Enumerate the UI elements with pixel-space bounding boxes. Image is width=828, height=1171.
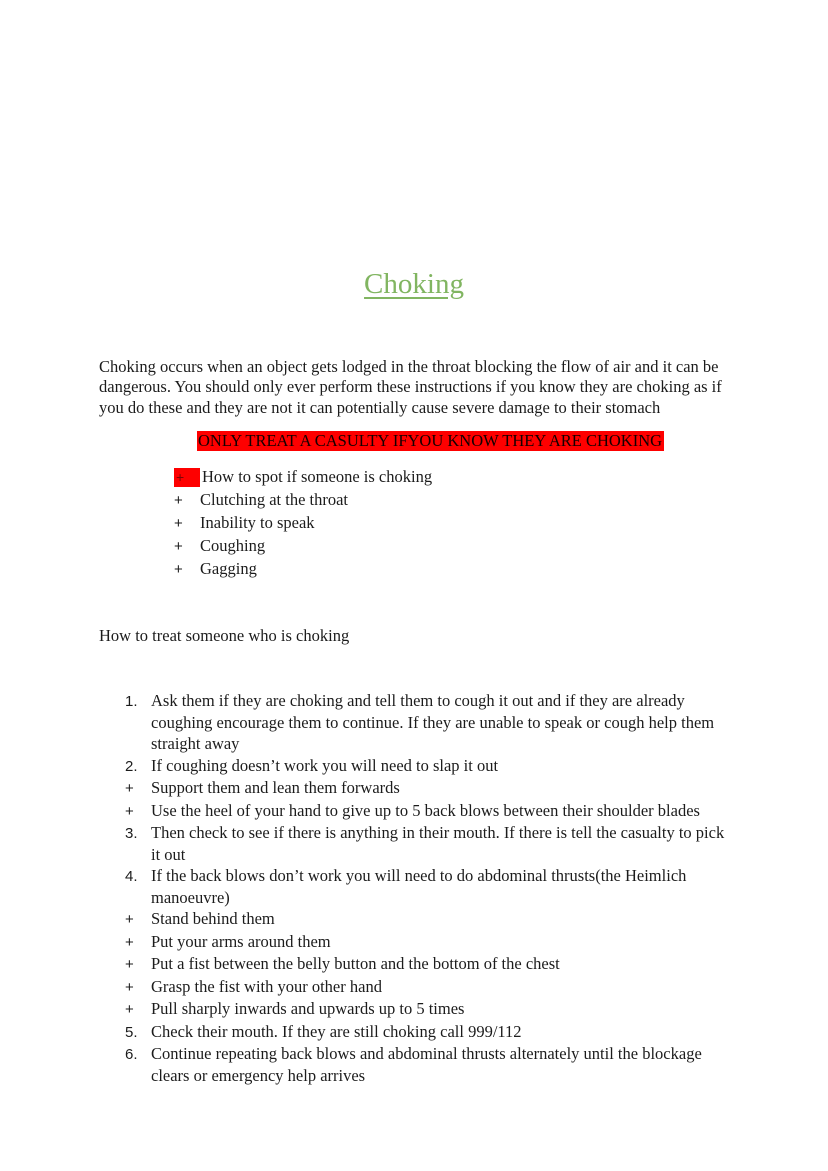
list-item bbox=[125, 1021, 828, 1044]
list-item bbox=[125, 865, 828, 908]
page-title-text: Choking bbox=[364, 268, 464, 300]
spot-heading-row bbox=[174, 466, 828, 488]
list-item-text: Gagging bbox=[200, 559, 257, 579]
treat-section bbox=[125, 690, 828, 1086]
list-item-text: Coughing bbox=[200, 536, 266, 556]
list-item-text: If the back blows don’t work you will need to do abdominal thrusts(the Heimlich manoeuvre) bbox=[151, 866, 687, 907]
list-item-text: Grasp the fist with your other hand bbox=[151, 976, 382, 996]
list-item bbox=[174, 512, 828, 535]
plus-bullet: + bbox=[174, 538, 183, 556]
list-item bbox=[125, 976, 828, 999]
warning-banner-row bbox=[197, 431, 828, 451]
page-title bbox=[0, 268, 828, 301]
list-item-text: Clutching at the throat bbox=[200, 490, 349, 510]
list-item-text: Check their mouth. If they are still choking call 999/112 bbox=[151, 1021, 522, 1041]
list-item-text: Put your arms around them bbox=[151, 931, 331, 951]
list-item bbox=[174, 558, 828, 581]
plus-bullet: + bbox=[125, 780, 134, 798]
list-item bbox=[125, 690, 828, 755]
list-item-text: Use the heel of your hand to give up to 5 back blows between their shoulder blades bbox=[151, 800, 700, 820]
plus-bullet: + bbox=[174, 515, 183, 533]
red-highlight-plus-bullet: + bbox=[174, 468, 200, 487]
list-item bbox=[174, 535, 828, 558]
list-item-text: Put a fist between the belly button and the bottom of the chest bbox=[151, 954, 560, 974]
treat-heading: How to treat someone who is choking bbox=[99, 626, 350, 646]
list-item-text: If coughing doesn’t work you will need to slap it out bbox=[151, 755, 499, 775]
list-item bbox=[125, 908, 828, 931]
spot-heading: How to spot if someone is choking bbox=[202, 467, 433, 487]
list-item bbox=[125, 953, 828, 976]
plus-bullet: + bbox=[125, 1001, 134, 1019]
plus-bullet: + bbox=[125, 978, 134, 996]
spot-section bbox=[174, 466, 828, 581]
number-marker: 3. bbox=[125, 825, 138, 843]
list-item bbox=[125, 998, 828, 1021]
plus-bullet: + bbox=[125, 933, 134, 951]
number-marker: 1. bbox=[125, 693, 138, 711]
list-item-text: Then check to see if there is anything in their mouth. If there is tell the casualty to pick it out bbox=[151, 823, 725, 864]
number-marker: 5. bbox=[125, 1023, 138, 1041]
list-item bbox=[125, 1043, 828, 1086]
plus-bullet: + bbox=[125, 911, 134, 929]
plus-bullet: + bbox=[125, 802, 134, 820]
list-item bbox=[125, 777, 828, 800]
list-item-text: Stand behind them bbox=[151, 909, 275, 929]
number-marker: 6. bbox=[125, 1046, 138, 1064]
number-marker: 2. bbox=[125, 757, 138, 775]
number-marker: 4. bbox=[125, 868, 138, 886]
list-item-text: Continue repeating back blows and abdominal thrusts alternately until the blockage clears or emergency help arrives bbox=[151, 1044, 702, 1085]
list-item bbox=[174, 489, 828, 512]
list-item bbox=[125, 755, 828, 778]
list-item bbox=[125, 931, 828, 954]
plus-bullet: + bbox=[174, 492, 183, 510]
list-item-text: Pull sharply inwards and upwards up to 5 times bbox=[151, 999, 465, 1019]
plus-bullet: + bbox=[125, 956, 134, 974]
warning-banner: ONLY TREAT A CASULTY IFYOU KNOW THEY ARE CHOKING bbox=[198, 431, 663, 451]
list-item bbox=[125, 800, 828, 823]
plus-bullet: + bbox=[174, 561, 183, 579]
list-item-text: Ask them if they are choking and tell them to cough it out and if they are already coughing encourage them to continue. If they are unable to speak or cough help them straight away bbox=[151, 691, 715, 754]
list-item-text: Support them and lean them forwards bbox=[151, 778, 400, 798]
list-item bbox=[125, 822, 828, 865]
intro-paragraph: Choking occurs when an object gets lodged in the throat blocking the flow of air and it can be dangerous. You should only ever perform these instructions if you know they are choking as if you do these and they are not it can potentially cause severe damage to their stomach bbox=[99, 357, 722, 417]
list-item-text: Inability to speak bbox=[200, 513, 315, 533]
